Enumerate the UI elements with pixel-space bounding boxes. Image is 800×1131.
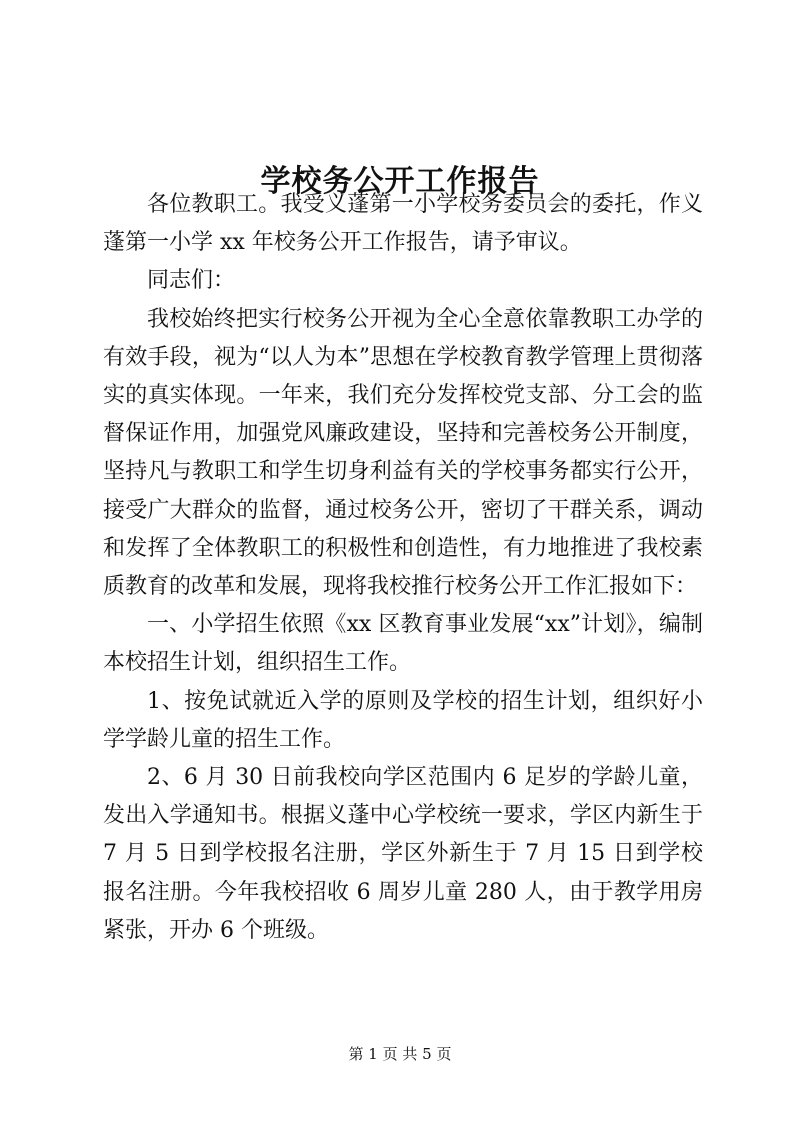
paragraph-section-one: 一、小学招生依照《xx 区教育事业发展“xx”计划》，编制本校招生计划，组织招生工作。 — [103, 612, 703, 676]
document-body — [103, 186, 703, 950]
page-footer: 第 1 页 共 5 页 — [348, 1045, 452, 1063]
paragraph-salutation: 同志们： — [147, 268, 236, 294]
document-title: 学校务公开工作报告 — [260, 164, 540, 200]
paragraph-item-1: 1、按免试就近入学的原则及学校的招生计划，组织好小学学龄儿童的招生工作。 — [103, 688, 703, 752]
paragraph-greeting: 各位教职工。我受义蓬第一小学校务委员会的委托，作义蓬第一小学 xx 年校务公开工作报告，请予审议。 — [103, 192, 703, 256]
paragraph-overview: 我校始终把实行校务公开视为全心全意依靠教职工办学的有效手段，视为“以人为本”思想在学校教育教学管理上贯彻落实的真实体现。一年来，我们充分发挥校党支部、分工会的监督保证作用，加强党风廉政建设，坚持和完善校务公开制度，坚持凡与教职工和学生切身利益有关的学校事务都实行公开，接受广大群众的监督，通过校务公开，密切了干群关系，调动和发挥了全体教职工的积极性和创造性，有力地推进了我校素质教育的改革和发展，现将我校推行校务公开工作汇报如下： — [103, 306, 703, 600]
paragraph-item-2: 2、6 月 30 日前我校向学区范围内 6 足岁的学龄儿童，发出入学通知书。根据义蓬中心学校统一要求，学区内新生于 7 月 5 日到学校报名注册，学区外新生于 7 月 15 日到学校报名注册。今年我校招收 6 周岁儿童 280 人，由于教学用房紧张，开办 6 个班级。 — [103, 765, 703, 943]
